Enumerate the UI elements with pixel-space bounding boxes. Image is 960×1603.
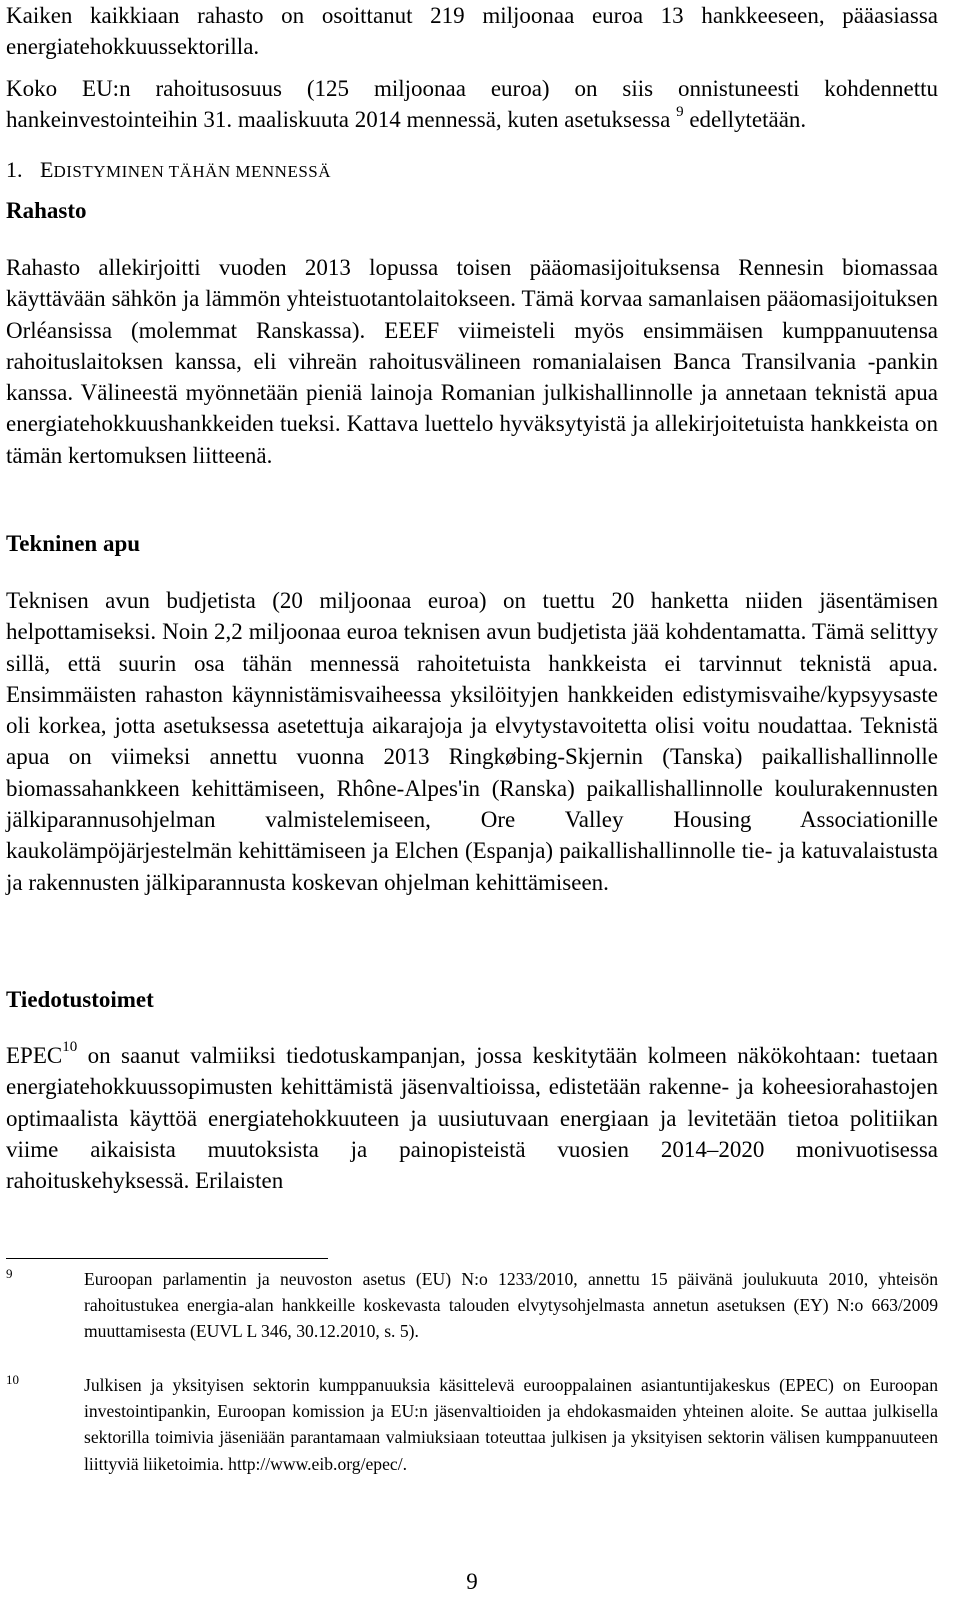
footnote-ref-10: 10	[62, 1039, 78, 1056]
intro-text: Kaiken kaikkiaan rahasto on osoittanut 219 miljoonaa euroa 13 hankkeeseen, pääasiassa energiatehokkuussektorilla.	[6, 3, 938, 60]
funding-text: Koko EU:n rahoitusosuus (125 miljoonaa euroa) on siis onnistuneesti kohdennettu hankeinvestointeihin 31. maaliskuuta 2014 mennessä, kuten asetuksessa	[6, 76, 938, 133]
funding-paragraph	[6, 73, 938, 136]
section-title-initial: E	[40, 157, 54, 182]
section-title: DISTYMINEN TÄHÄN MENNESSÄ	[53, 162, 332, 181]
tiedotustoimet-paragraph	[6, 1040, 938, 1196]
section-heading	[6, 156, 331, 186]
rahasto-paragraph: Rahasto allekirjoitti vuoden 2013 lopussa toisen pääomasijoituksensa Rennesin biomassaa käyttävään sähkön ja lämmön yhteistuotantolaitokseen. Tämä korvaa samanlaisen pääomasijoituksen Orléansissa (molemmat Ranskassa). EEEF viimeisteli myös ensimmäisen kumppanuutensa rahoituslaitoksen kanssa, eli vihreän rahoitusvälineen romanialaisen Banca Transilvania -pankin kanssa. Välineestä myönnetään pieniä lainoja Romanian julkishallinnolle ja annetaan teknistä apua energiatehokkuushankkeiden tueksi. Kattava luettelo hyväksytyistä ja allekirjoitetuista hankkeista on tämän kertomuksen liitteenä.	[6, 255, 938, 468]
tiedotustoimet-text: on saanut valmiiksi tiedotuskampanjan, jossa keskitytään kolmeen näkökohtaan: tuetaan energiatehokkuussopimusten kehittämistä jäsenvaltioissa, edistetään rakenne- ja koheesiorahastojen optimaalista käyttöä energiatehokkuuteen ja uusiutuvaan energiaan ja levitetään tietoa politiikan viime aikaisista muutoksista ja painopisteistä vuosien 2014–2020 monivuotisessa rahoituskehyksessä. Erilaisten	[6, 1043, 938, 1194]
section-number: 1.	[6, 157, 23, 182]
footnote-text: Euroopan parlamentin ja neuvoston asetus (EU) N:o 1233/2010, annettu 15 päivänä joulukuuta 2010, yhteisön rahoitustukea energia-alan hankkeille koskevasta talouden elvytysohjelmasta annetun asetuksen (EY) N:o 663/2009 muuttamisesta (EUVL L 346, 30.12.2010, s. 5).	[84, 1269, 938, 1342]
footnote-number: 9	[6, 1266, 13, 1281]
funding-text-end: edellytetään.	[683, 107, 807, 133]
page-number: 9	[466, 1569, 478, 1594]
footnote-text: Julkisen ja yksityisen sektorin kumppanuuksia käsittelevä eurooppalainen asiantuntijakeskus (EPEC) on Euroopan investointipankin, Euroopan komission ja EU:n jäsenvaltioiden ja ehdokasmaiden yhteinen aloite. Se auttaa julkisella sektorilla toimivia jäseniään parantamaan valmiuksiaan toteuttaa julkisen ja yksityisen sektorin välisen kumppanuuteen liittyviä liiketoimia. http://www.eib.org/epec/.	[84, 1375, 938, 1474]
footnote-9	[6, 1266, 938, 1345]
footnote-number: 10	[6, 1372, 19, 1387]
footnote-separator	[6, 1258, 328, 1259]
tiedotustoimet-heading: Tiedotustoimet	[6, 987, 154, 1012]
rahasto-heading: Rahasto	[6, 198, 87, 223]
tekninen-apu-heading: Tekninen apu	[6, 531, 141, 556]
epec-label: EPEC	[6, 1043, 63, 1068]
tekninen-apu-paragraph: Teknisen avun budjetista (20 miljoonaa euroa) on tuettu 20 hanketta niiden jäsentämisen helpottamiseksi. Noin 2,2 miljoonaa euroa teknisen avun budjetista jää kohdentamatta. Tämä selittyy sillä, että suurin osa tähän mennessä rahoitetuista hankkeista ei tarvinnut teknistä apua. Ensimmäisten rahaston käynnistämisvaiheessa yksilöityjen hankkeiden edistymisvaihe/kypsyysaste oli korkea, jotta asetuksessa asetettuja aikarajoja ja elvytystavoitetta olisi voitu noudattaa. Teknistä apua on viimeksi annettu vuonna 2013 Ringkøbing-Skjernin (Tanska) paikallishallinnolle biomassahankkeen kehittämiseen, Rhône-Alpes'in (Ranska) paikallishallinnolle koulurakennusten jälkiparannusohjelman valmistelemiseen, Ore Valley Housing Associationille kaukolämpöjärjestelmän kehittämiseen ja Elchen (Espanja) paikallishallinnolle tie- ja katuvalaistusta ja rakennusten jälkiparannusta koskevan ohjelman kehittämiseen.	[6, 588, 938, 895]
intro-paragraph	[6, 0, 938, 63]
footnote-10	[6, 1372, 938, 1477]
footnote-ref-9: 9	[676, 103, 684, 120]
